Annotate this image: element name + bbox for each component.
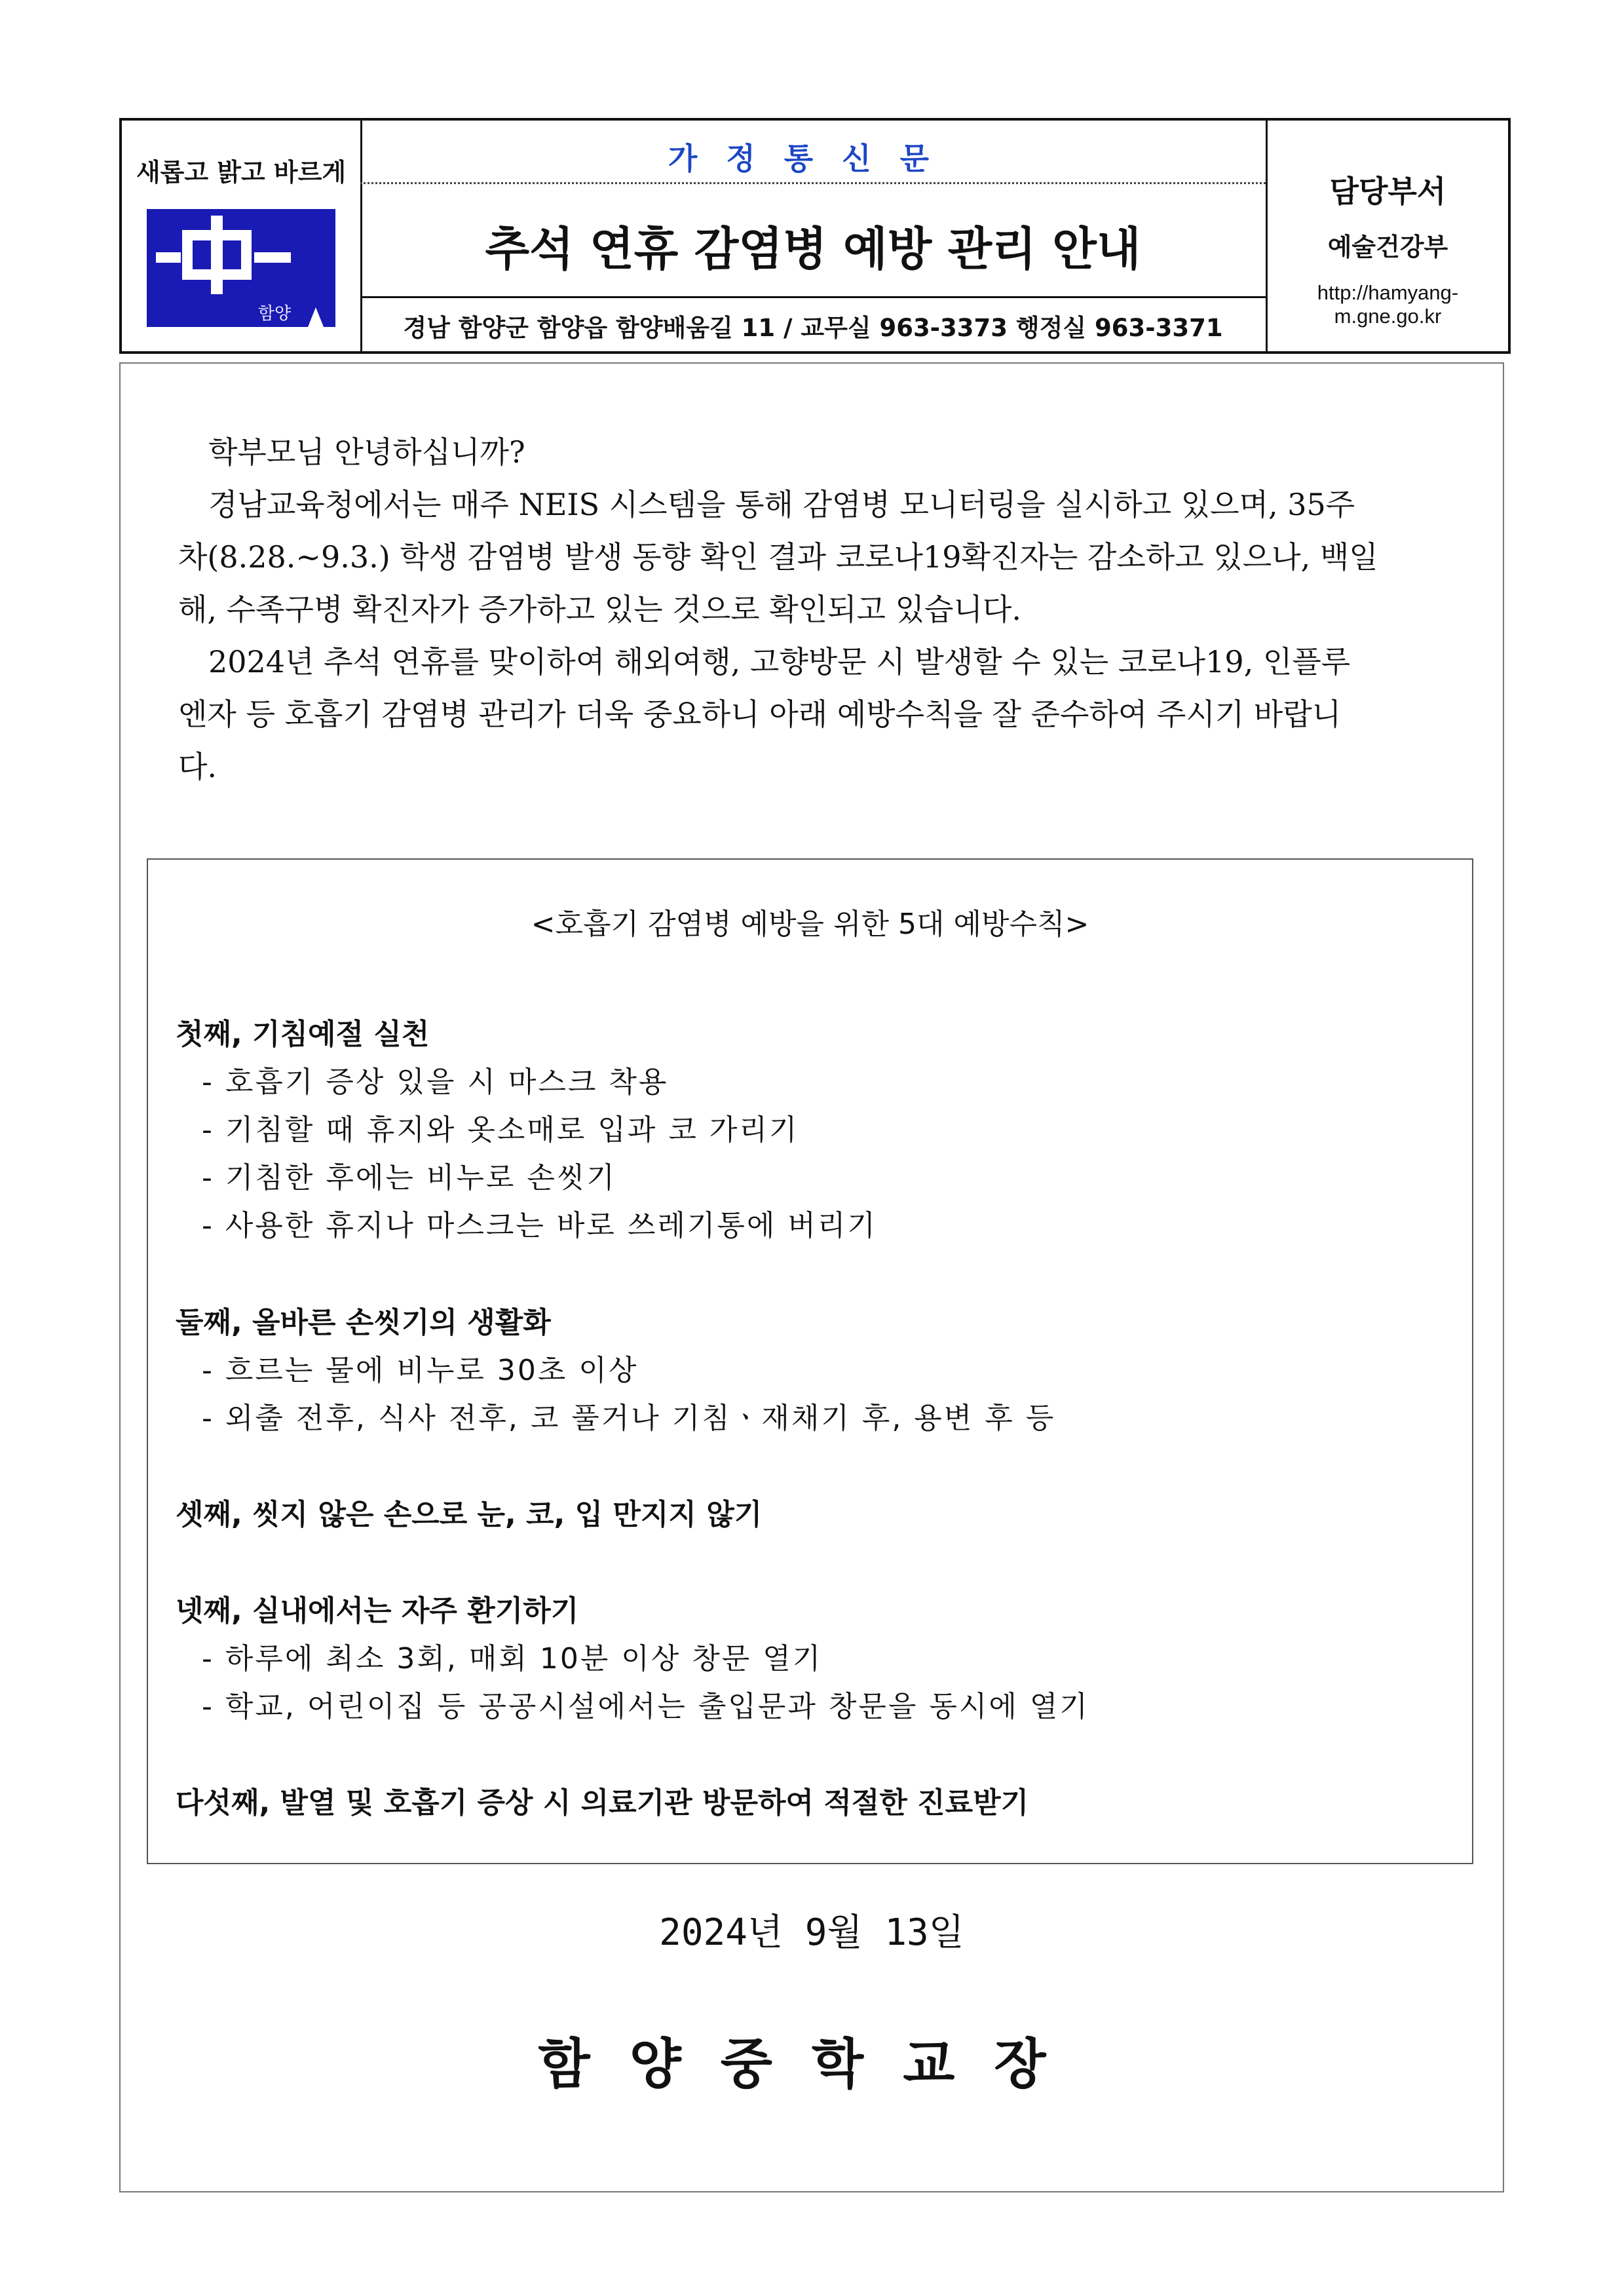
- prevention-rules-box: [147, 858, 1473, 1864]
- greeting: 학부모님 안녕하십니까?: [208, 434, 525, 470]
- dotted-divider: [360, 182, 1266, 184]
- rule-4-item: - 학교, 어린이집 등 공공시설에서는 출입문과 창문을 동시에 열기: [202, 1690, 1089, 1723]
- issue-date: 2024년 9월 13일: [659, 1911, 964, 1954]
- rules-title: <호흡기 감염병 예방을 위한 5대 예방수칙>: [531, 908, 1089, 941]
- title-cell: [360, 121, 1268, 351]
- newsletter-label: 가정통신문: [668, 141, 958, 176]
- rule-1-item: - 기침할 때 휴지와 옷소매로 입과 코 가리기: [202, 1113, 799, 1147]
- school-logo: [147, 209, 335, 327]
- paragraph-line: 엔자 등 호흡기 감염병 관리가 더욱 중요하니 아래 예방수칙을 잘 준수하여 주시기 바랍니: [178, 697, 1342, 732]
- school-url[interactable]: http://hamyang-m.gne.go.kr: [1317, 281, 1459, 328]
- rule-2-heading: 둘째, 올바른 손씻기의 생활화: [176, 1306, 551, 1339]
- chuseok-paragraph: [178, 636, 1441, 793]
- paragraph-line: 다.: [178, 749, 217, 784]
- department-cell: [1268, 121, 1508, 351]
- rule-3-heading: 셋째, 씻지 않은 손으로 눈, 코, 입 만지지 않기: [176, 1498, 763, 1531]
- document-title: 추석 연휴 감염병 예방 관리 안내: [485, 222, 1141, 276]
- school-slogan: 새롭고 밝고 바르게: [136, 158, 347, 187]
- rule-1-item: - 사용한 휴지나 마스크는 바로 쓰레기통에 버리기: [202, 1209, 877, 1242]
- rule-2-item: - 흐르는 물에 비누로 30초 이상: [202, 1354, 639, 1387]
- department-name: 예술건강부: [1327, 233, 1448, 261]
- paragraph-line: 경남교육청에서는 매주 NEIS 시스템을 통해 감염병 모니터링을 실시하고 있으며, 35주: [208, 487, 1355, 522]
- intro-paragraph: [178, 426, 1441, 636]
- school-logo-cell: [122, 121, 362, 351]
- principal-signature: 함양중학교장: [538, 2033, 1086, 2095]
- address-divider: [360, 296, 1266, 298]
- rule-1-heading: 첫째, 기침예절 실천: [176, 1018, 430, 1051]
- newsletter-header: [119, 118, 1511, 354]
- logo-text: 함양: [257, 304, 292, 324]
- rule-1-item: - 기침한 후에는 비누로 손씻기: [202, 1161, 616, 1195]
- rule-2-item: - 외출 전후, 식사 전후, 코 풀거나 기침ㆍ재채기 후, 용변 후 등: [202, 1402, 1056, 1435]
- school-address: 경남 함양군 함양읍 함양배움길 11 / 교무실 963-3373 행정실 963-3371: [403, 314, 1223, 342]
- rule-5-heading: 다섯째, 발열 및 호흡기 증상 시 의료기관 방문하여 적절한 진료받기: [176, 1786, 1029, 1820]
- letter-body: [119, 362, 1504, 2192]
- rule-4-item: - 하루에 최소 3회, 매회 10분 이상 창문 열기: [202, 1642, 823, 1675]
- rule-1-item: - 호흡기 증상 있을 시 마스크 착용: [202, 1065, 669, 1099]
- paragraph-line: 차(8.28.~9.3.) 학생 감염병 발생 동향 확인 결과 코로나19확진자는 감소하고 있으나, 백일: [178, 539, 1378, 575]
- rule-4-heading: 넷째, 실내에서는 자주 환기하기: [176, 1594, 579, 1628]
- department-label: 담당부서: [1329, 174, 1446, 209]
- paragraph-line: 2024년 추석 연휴를 맞이하여 해외여행, 고향방문 시 발생할 수 있는 코로나19, 인플루: [208, 644, 1351, 679]
- paragraph-line: 해, 수족구병 확진자가 증가하고 있는 것으로 확인되고 있습니다.: [178, 592, 1021, 627]
